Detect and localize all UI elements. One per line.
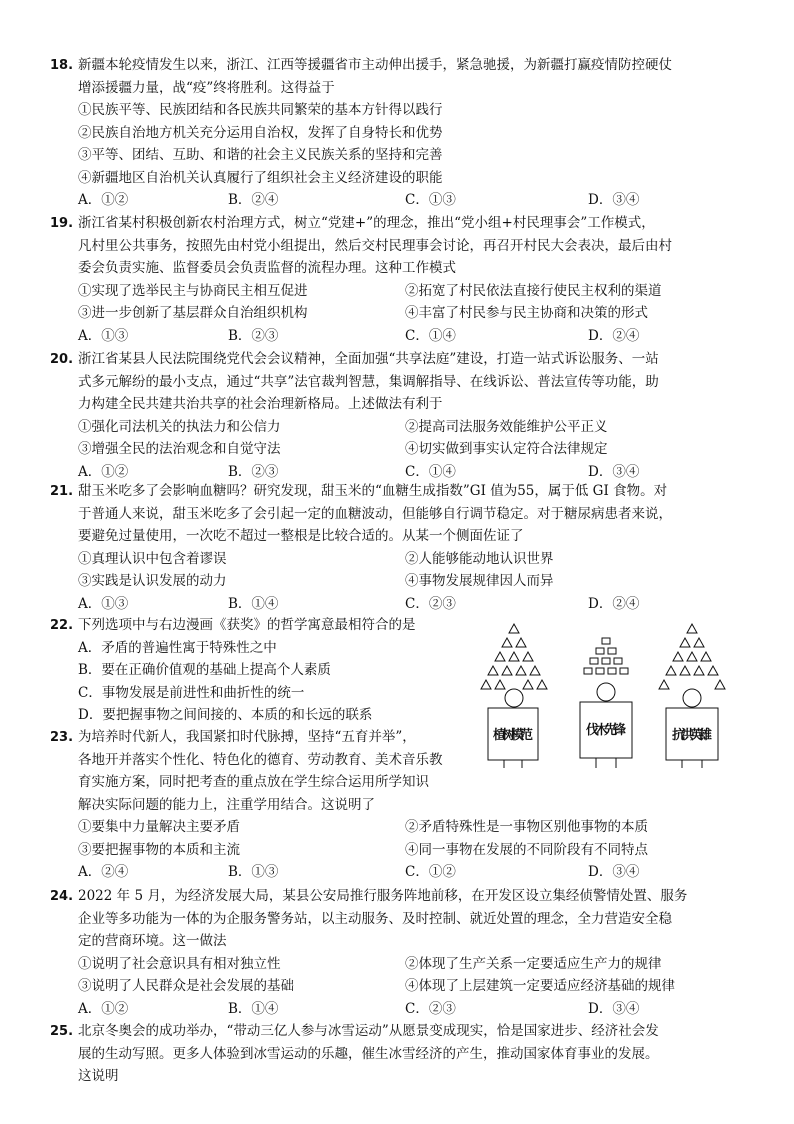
- answer-choice-a: A．①②: [78, 1000, 129, 1017]
- answer-option-c: C．事物发展是前进性和曲折性的统一: [78, 684, 305, 701]
- statement-row: [50, 975, 762, 998]
- question-stem: 于普通人来说，甜玉米吃多了会引起一定的血糖波动，但能够自行调节稳定。对于糖尿病患者来说，: [78, 505, 672, 522]
- question-number: 19.: [50, 216, 74, 231]
- statement-option: ③说明了人民群众是社会发展的基础: [78, 978, 294, 994]
- statement-option: ④切实做到事实认定符合法律规定: [405, 441, 608, 457]
- question-stem: 增添援疆力量，战“疫”终将胜利。这得益于: [78, 79, 335, 96]
- answer-choice-b: B．①③: [228, 864, 279, 880]
- question-stem: 要避免过量使用，一次吃不超过一整根是比较合适的。从某一个侧面佐证了: [78, 528, 524, 544]
- statement-option: ②民族自治地方机关充分运用自治权，发挥了自身特长和优势: [78, 124, 443, 141]
- award-sign-text: 抗洪英雄: [672, 728, 712, 743]
- question-stem: 式多元解纷的最小支点，通过“共享”法官裁判智慧，集调解指导、在线诉讼、普法宣传等功能，助: [78, 373, 659, 390]
- statement-option: ③增强全民的法治观念和自觉守法: [78, 441, 281, 457]
- statement-option: ②拓宽了村民依法直接行使民主权利的渠道: [405, 282, 662, 299]
- answer-choice-d: D．②④: [588, 595, 640, 612]
- statement-option: ②矛盾特殊性是一事物区别他事物的本质: [405, 819, 648, 835]
- answer-row: [50, 325, 762, 348]
- statement-option: ①说明了社会意识具有相对独立性: [78, 955, 281, 972]
- award-sign-text: 植树模范: [493, 728, 533, 743]
- person-head: [597, 683, 615, 701]
- question-number: 25.: [50, 1024, 74, 1039]
- question-number: 18.: [50, 58, 74, 73]
- question-stem: 浙江省某县人民法院围绕党代会会议精神，全面加强“共享法庭”建设，打造一站式诉讼服务、一站: [78, 351, 659, 367]
- answer-row: [50, 593, 762, 616]
- tree-stack: [584, 638, 628, 674]
- statement-option: ①要集中力量解决主要矛盾: [78, 819, 240, 835]
- answer-choice-a: A．①③: [78, 327, 129, 344]
- statement-row: [50, 302, 762, 325]
- statement-option: ③平等、团结、互助、和谐的社会主义民族关系的坚持和完善: [78, 147, 443, 163]
- question-stem: 这说明: [78, 1068, 119, 1084]
- statement-row: [50, 816, 762, 839]
- answer-choice-d: D．③④: [588, 463, 640, 480]
- answer-choice-c: C．①④: [405, 463, 456, 480]
- statement-option: ②人能够能动地认识世界: [405, 550, 554, 567]
- answer-option-a: A．矛盾的普遍性寓于特殊性之中: [78, 639, 277, 656]
- statement-option: ②体现了生产关系一定要适应生产力的规律: [405, 955, 662, 972]
- answer-choice-a: A．①②: [78, 463, 129, 480]
- question-22: [50, 614, 464, 727]
- answer-choice-d: D．③④: [588, 192, 640, 208]
- statement-option: ③进一步创新了基层群众自治组织机构: [78, 305, 308, 321]
- answer-row: [50, 189, 762, 212]
- answer-choice-b: B．②③: [228, 327, 279, 344]
- question-18: [50, 54, 762, 212]
- question-stem: 各地开并落实个性化、特色化的德育、劳动教育、美术音乐教: [78, 751, 443, 768]
- statement-option: ③要把握事物的本质和主流: [78, 841, 240, 858]
- person-head: [505, 689, 523, 707]
- question-number: 21.: [50, 484, 74, 499]
- question-stem: 下列选项中与右边漫画《获奖》的哲学寓意最相符合的是: [78, 617, 416, 633]
- question-stem: 育实施方案，同时把考查的重点放在学生综合运用所学知识: [78, 774, 429, 790]
- question-stem: 解决实际问题的能力上，注重学用结合。这说明了: [78, 796, 375, 813]
- statement-option: ④新疆地区自治机关认真履行了组织社会主义经济建设的职能: [78, 169, 443, 186]
- question-stem: 为培养时代新人，我国紧扣时代脉搏，坚持“五育并举”，: [78, 729, 416, 745]
- person-head: [683, 689, 701, 707]
- question-stem: 2022 年 5 月，为经济发展大局，某县公安局推行服务阵地前移，在开发区设立集经侦警情处置、服务: [78, 888, 688, 904]
- question-stem: 甜玉米吃多了会影响血糖吗？研究发现，甜玉米的“血糖生成指数”GI 值为55，属于低 GI 食物。对: [78, 483, 668, 499]
- tree-stack: [481, 624, 547, 689]
- question-number: 24.: [50, 889, 74, 904]
- answer-choice-c: C．①③: [405, 192, 456, 208]
- statement-option: ①实现了选举民主与协商民主相互促进: [78, 282, 308, 299]
- question-19: [50, 212, 762, 347]
- statement-row: [50, 548, 762, 571]
- question-21: [50, 480, 762, 615]
- answer-choice-b: B．①④: [228, 1000, 279, 1017]
- statement-row: [50, 280, 762, 303]
- statement-option: ④丰富了村民参与民主协商和决策的形式: [405, 305, 648, 321]
- question-number: 23.: [50, 730, 74, 745]
- answer-row: [50, 998, 762, 1021]
- statement-row: [50, 953, 762, 976]
- tree-stack: [659, 624, 725, 689]
- award-sign-text: 伐木先锋: [586, 723, 626, 738]
- answer-choice-b: B．②③: [228, 463, 279, 480]
- question-stem: 展的生动写照。更多人体验到冰雪运动的乐趣，催生冰雪经济的产生，推动国家体育事业的发展。: [78, 1045, 659, 1062]
- statement-option: ③实践是认识发展的动力: [78, 573, 227, 589]
- statement-row: [50, 438, 762, 461]
- answer-choice-c: C．①②: [405, 864, 456, 880]
- answer-choice-a: A．①③: [78, 595, 129, 612]
- question-stem: 力构建全民共建共治共享的社会治理新格局。上述做法有利于: [78, 396, 443, 412]
- answer-choice-c: C．②③: [405, 1000, 456, 1017]
- question-number: 20.: [50, 352, 74, 367]
- statement-option: ①强化司法机关的执法力和公信力: [78, 418, 281, 435]
- statement-option: ④事物发展规律因人而异: [405, 573, 554, 589]
- answer-choice-d: D．③④: [588, 864, 640, 880]
- question-23: [50, 726, 762, 884]
- statement-row: [50, 416, 762, 439]
- question-stem: 委会负责实施、监督委员会负责监督的流程办理。这种工作模式: [78, 260, 456, 276]
- question-stem: 北京冬奥会的成功举办，“带动三亿人参与冰雪运动”从愿景变成现实，恰是国家进步、经济社会发: [78, 1023, 659, 1039]
- answer-row: [50, 861, 762, 884]
- answer-choice-a: A．①②: [78, 192, 129, 208]
- question-stem: 凡村里公共事务，按照先由村党小组提出，然后交村民理事会讨论，再召开村民大会表决，最后由村: [78, 237, 672, 254]
- question-24: [50, 885, 762, 1020]
- answer-choice-b: B．②④: [228, 192, 279, 208]
- statement-option: ①真理认识中包含着谬误: [78, 550, 227, 567]
- answer-choice-b: B．①④: [228, 595, 279, 612]
- question-stem: 企业等多功能为一体的为企服务警务站，以主动服务、及时控制、就近处置的理念，全力营造安全稳: [78, 910, 672, 927]
- statement-row: [50, 570, 762, 593]
- statement-option: ①民族平等、民族团结和各民族共同繁荣的基本方针得以践行: [78, 102, 443, 118]
- question-stem: 定的营商环境。这一做法: [78, 933, 227, 949]
- answer-choice-c: C．②③: [405, 595, 456, 612]
- question-stem: 新疆本轮疫情发生以来，浙江、江西等援疆省市主动伸出援手，紧急驰援，为新疆打赢疫情防控硬仗: [78, 57, 672, 73]
- answer-option-b: B．要在正确价值观的基础上提高个人素质: [78, 662, 331, 678]
- answer-choice-d: D．③④: [588, 1000, 640, 1017]
- answer-choice-c: C．①④: [405, 327, 456, 344]
- question-stem: 浙江省某村积极创新农村治理方式，树立“党建+”的理念，推出“党小组+村民理事会”工作模式，: [78, 215, 655, 231]
- statement-row: [50, 839, 762, 862]
- answer-choice-a: A．②④: [78, 864, 129, 880]
- question-20: [50, 348, 762, 483]
- statement-option: ④体现了上层建筑一定要适应经济基础的规律: [405, 978, 675, 994]
- answer-option-d: D．要把握事物之间间接的、本质的和长远的联系: [78, 707, 373, 723]
- statement-option: ②提高司法服务效能维护公平正义: [405, 418, 608, 435]
- answer-choice-d: D．②④: [588, 327, 640, 344]
- question-number: 22.: [50, 618, 74, 633]
- question-25: [50, 1020, 762, 1088]
- statement-option: ④同一事物在发展的不同阶段有不同特点: [405, 841, 648, 858]
